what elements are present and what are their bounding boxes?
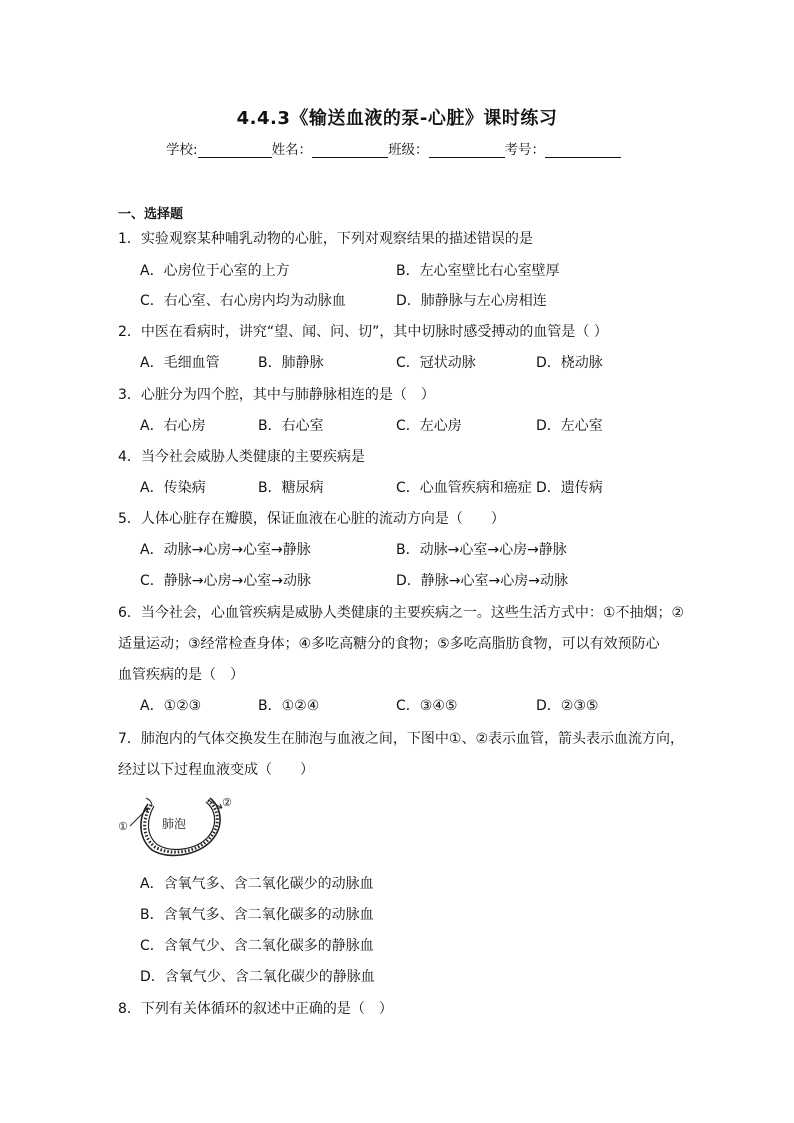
q6-option-d[interactable]: D．②③⑤ — [536, 698, 599, 714]
class-label: 班级： — [388, 142, 429, 158]
name-label: 姓名： — [271, 142, 313, 158]
q4-option-b[interactable]: B．糖尿病 — [258, 480, 324, 496]
question-2-stem: 2．中医在看病时，讲究“望、闻、问、切”，其中切脉时感受搏动的血管是（ ） — [118, 324, 608, 340]
q7-option-b[interactable]: B．含氧气多、含二氧化碳多的动脉血 — [140, 907, 374, 923]
vessel-2-label: ② — [222, 796, 232, 809]
page-title: 4.4.3《输送血液的泵-心脏》课时练习 — [236, 108, 558, 129]
q1-option-c[interactable]: C．右心室、右心房内均为动脉血 — [140, 293, 346, 309]
question-5-stem: 5．人体心脏存在瓣膜，保证血液在心脏的流动方向是（ ） — [118, 511, 505, 527]
question-6-stem-line-2: 适量运动；③经常检查身体；④多吃高糖分的食物；⑤多吃高脂肪食物，可以有效预防心 — [118, 636, 660, 652]
q2-option-b[interactable]: B．肺静脉 — [258, 355, 324, 371]
question-7-stem-line-2: 经过以下过程血液变成（ ） — [118, 762, 314, 778]
q3-option-b[interactable]: B．右心室 — [258, 418, 324, 434]
vessel-1-label: ① — [118, 820, 128, 833]
q2-option-d[interactable]: D．桡动脉 — [536, 355, 603, 371]
question-4-stem: 4．当今社会威胁人类健康的主要疾病是 — [118, 449, 365, 465]
exam-no-label: 考号： — [504, 142, 546, 158]
q5-option-c[interactable]: C．静脉→心房→心室→动脉 — [140, 573, 311, 589]
question-6-stem-line-3: 血管疾病的是（ ） — [118, 667, 244, 683]
q6-option-c[interactable]: C．③④⑤ — [396, 698, 458, 714]
q4-option-a[interactable]: A．传染病 — [140, 480, 206, 496]
q3-option-d[interactable]: D．左心室 — [536, 418, 603, 434]
class-blank[interactable] — [429, 143, 505, 158]
q6-option-a[interactable]: A．①②③ — [140, 698, 202, 714]
question-7-stem-line-1: 7．肺泡内的气体交换发生在肺泡与血液之间，下图中①、②表示血管，箭头表示血流方向， — [118, 731, 685, 747]
q1-option-d[interactable]: D．肺静脉与左心房相连 — [396, 293, 547, 309]
school-blank[interactable] — [198, 143, 272, 158]
alveolus-diagram — [118, 792, 238, 858]
school-label: 学校: — [166, 142, 198, 158]
q2-option-c[interactable]: C．冠状动脉 — [396, 355, 476, 371]
q3-option-a[interactable]: A．右心房 — [140, 418, 206, 434]
question-3-stem: 3．心脏分为四个腔，其中与肺静脉相连的是（ ） — [118, 387, 435, 403]
alveolus-label: 肺泡 — [162, 817, 187, 831]
q7-option-c[interactable]: C．含氧气少、含二氧化碳多的静脉血 — [140, 938, 374, 954]
q4-option-c[interactable]: C．心血管疾病和癌症 — [396, 480, 532, 496]
q4-option-d[interactable]: D．遗传病 — [536, 480, 603, 496]
q7-option-a[interactable]: A．含氧气多、含二氧化碳少的动脉血 — [140, 876, 374, 892]
section-title: 一、选择题 — [118, 207, 184, 222]
q2-option-a[interactable]: A．毛细血管 — [140, 355, 220, 371]
exam-no-blank[interactable] — [545, 143, 621, 158]
q3-option-c[interactable]: C．左心房 — [396, 418, 462, 434]
student-info-line — [166, 138, 621, 158]
q7-option-d[interactable]: D．含氧气少、含二氧化碳少的静脉血 — [140, 969, 375, 985]
question-6-stem-line-1: 6．当今社会，心血管疾病是威胁人类健康的主要疾病之一。这些生活方式中：①不抽烟；② — [118, 605, 685, 621]
q5-option-a[interactable]: A．动脉→心房→心室→静脉 — [140, 542, 311, 558]
q5-option-b[interactable]: B．动脉→心室→心房→静脉 — [396, 542, 567, 558]
q1-option-a[interactable]: A．心房位于心室的上方 — [140, 263, 290, 279]
question-8-stem: 8．下列有关体循环的叙述中正确的是（ ） — [118, 1001, 393, 1017]
q1-option-b[interactable]: B．左心室壁比右心室壁厚 — [396, 263, 560, 279]
q6-option-b[interactable]: B．①②④ — [258, 698, 320, 714]
q5-option-d[interactable]: D．静脉→心室→心房→动脉 — [396, 573, 568, 589]
question-1-stem: 1．实验观察某种哺乳动物的心脏，下列对观察结果的描述错误的是 — [118, 231, 533, 247]
name-blank[interactable] — [312, 143, 388, 158]
